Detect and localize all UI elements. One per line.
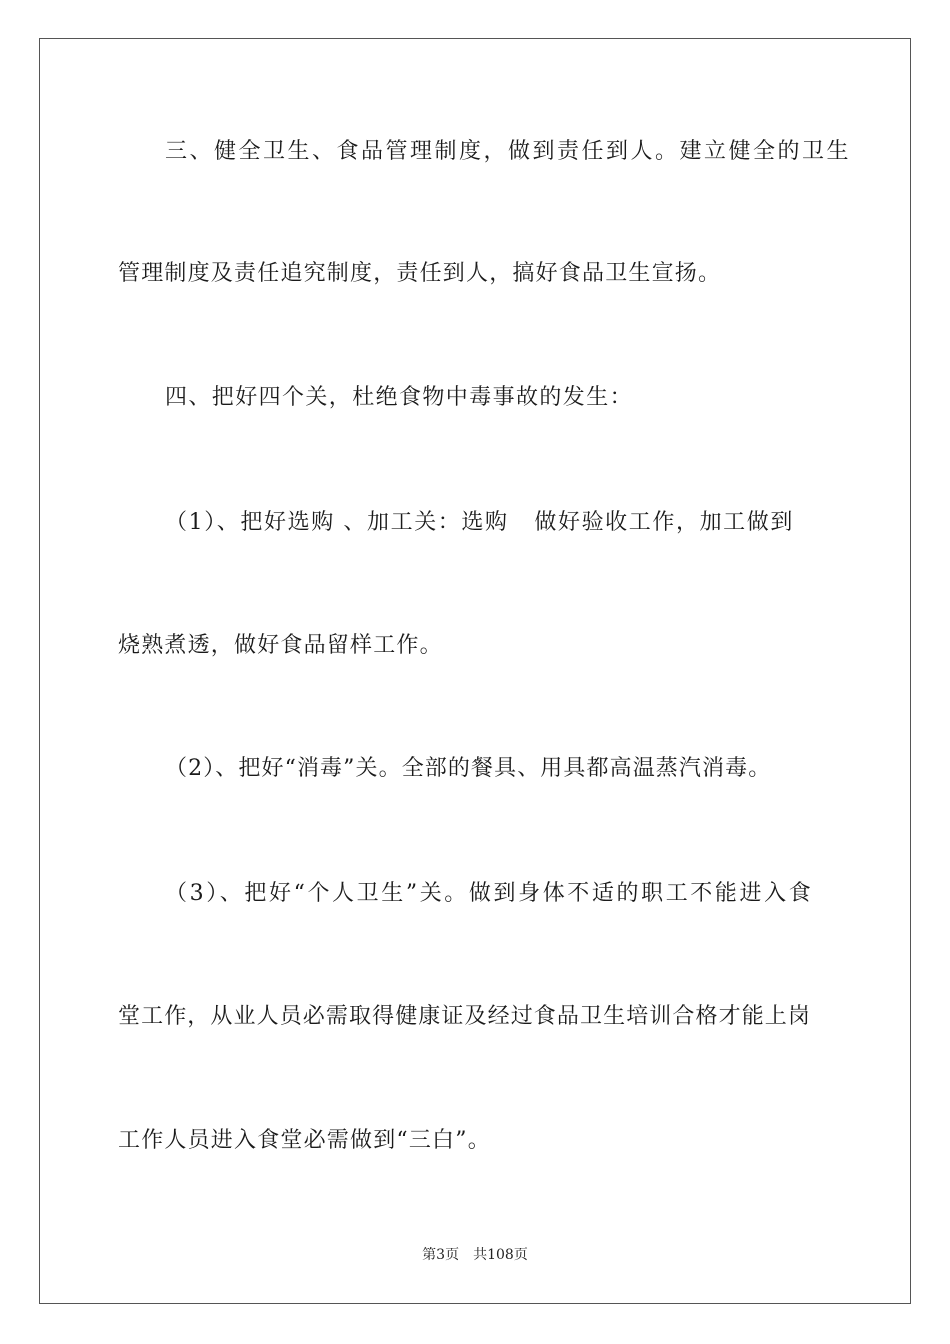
total-pages: 共108页: [473, 1247, 528, 1263]
paragraph-line: 烧熟煮透，做好食品留样工作。: [118, 633, 443, 658]
page-footer: [0, 1246, 950, 1264]
page-border: [39, 38, 911, 1304]
paragraph-line: （1）、把好选购 、加工关：选购 做好验收工作，加工做到: [165, 510, 794, 535]
paragraph-line: 管理制度及责任追究制度，责任到人，搞好食品卫生宣扬。: [118, 261, 722, 286]
paragraph-line: 四、把好四个关，杜绝食物中毒事故的发生：: [165, 385, 634, 410]
paragraph-line: （2）、把好“消毒”关。全部的餐具、用具都高温蒸汽消毒。: [165, 756, 772, 781]
paragraph-line: 三、健全卫生、食品管理制度，做到责任到人。建立健全的卫生: [165, 139, 852, 164]
paragraph-line: 工作人员进入食堂必需做到“三白”。: [118, 1128, 491, 1153]
paragraph-line: 堂工作，从业人员必需取得健康证及经过食品卫生培训合格才能上岗: [118, 1004, 812, 1029]
paragraph-line: （3）、把好“个人卫生”关。做到身体不适的职工不能进入食: [165, 881, 814, 906]
page-number: 第3页: [422, 1247, 460, 1263]
